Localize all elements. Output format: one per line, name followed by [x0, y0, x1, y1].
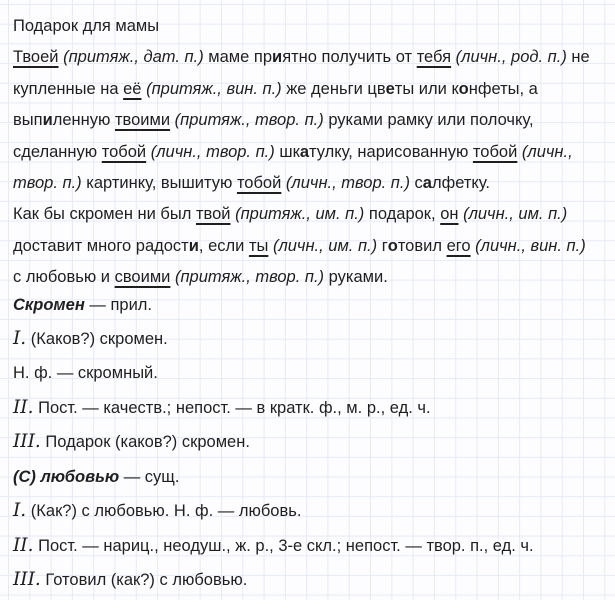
page-title — [13, 11, 611, 42]
text-line — [13, 231, 611, 262]
text-line — [13, 168, 611, 199]
text-segment: доставит много радост — [13, 236, 189, 255]
grammar-note: (притяж., твор. п.) — [170, 268, 325, 287]
underlined-word: тобой — [472, 142, 518, 161]
text-segment: Пост. — нариц., неодуш., ж. р., 3-е скл.; непост. — твор. п., ед. ч. — [33, 536, 534, 555]
text-segment: сделанную — [13, 142, 102, 161]
text-line — [13, 460, 611, 494]
underlined-word: твой — [195, 205, 231, 224]
stressed-letter: а — [299, 142, 309, 161]
text-segment: — прил. — [84, 295, 153, 314]
underlined-word: своими — [114, 268, 171, 287]
text-segment: Подарок для мамы — [13, 17, 160, 35]
text-segment: с любовью и — [13, 268, 115, 287]
text-segment: Н. ф. — скромный. — [13, 364, 158, 383]
text-line — [13, 391, 611, 425]
stressed-letter: и — [188, 236, 199, 255]
text-segment: , если — [198, 236, 249, 255]
text-segment: — сущ. — [119, 467, 180, 486]
grammar-note: (личн., род. п.) — [451, 48, 567, 67]
roman-numeral: I. — [13, 328, 27, 350]
roman-numeral: I. — [13, 500, 27, 522]
underlined-word: Твоей — [13, 48, 59, 67]
grammar-note: (притяж., твор. п.) — [170, 111, 324, 130]
text-line — [13, 137, 611, 168]
text-segment: маме пр — [203, 48, 273, 67]
headword: Скромен — [13, 295, 85, 314]
text-line — [13, 529, 611, 563]
text-segment: Пост. — качеств.; непост. — в кратк. ф., м. р., ед. ч. — [33, 398, 431, 417]
underlined-word: тобой — [101, 142, 147, 161]
roman-numeral: III. — [13, 431, 41, 453]
underlined-word: её — [123, 79, 142, 98]
grammar-note: (личн., твор. п.) — [146, 142, 275, 161]
text-segment: ленную — [52, 111, 115, 130]
text-line — [13, 199, 611, 230]
stressed-letter: и — [42, 111, 53, 130]
text-line — [13, 42, 611, 73]
text-segment: г — [377, 236, 388, 255]
text-segment: нфеты, а — [468, 79, 538, 98]
text-segment: Подарок (каков?) скромен. — [40, 433, 250, 452]
grammar-note: (притяж., дат. п.) — [58, 48, 204, 67]
text-segment: же деньги цв — [281, 79, 386, 98]
text-segment: купленные на — [13, 79, 124, 98]
text-segment: руками рамку или полочку, — [323, 111, 534, 130]
grammar-note: твор. п.) — [13, 174, 82, 193]
underlined-word: твоими — [114, 111, 171, 130]
stressed-letter: о — [458, 79, 469, 98]
roman-numeral: II. — [13, 396, 34, 418]
roman-numeral: II. — [13, 534, 34, 556]
grammar-note: (притяж., им. п.) — [230, 205, 365, 224]
text-segment: лфетку. — [431, 174, 490, 193]
text-line — [13, 563, 611, 597]
stressed-letter: е — [385, 79, 395, 98]
roman-numeral: III. — [13, 568, 41, 590]
stressed-letter: о — [387, 236, 398, 255]
text-segment: Как бы скромен ни был — [13, 205, 196, 224]
stressed-letter: а — [422, 174, 432, 193]
text-segment: тулку, нарисованную — [309, 142, 473, 161]
text-segment: не — [566, 48, 590, 67]
underlined-word: тобой — [236, 174, 282, 193]
text-segment: с — [409, 174, 423, 193]
text-segment: товил — [397, 236, 447, 255]
text-segment: (Каков?) скромен. — [26, 330, 168, 349]
text-segment: Готовил (как?) с любовью. — [40, 570, 248, 589]
text-segment: вып — [13, 111, 43, 130]
text-segment: картинку, вышитую — [81, 174, 237, 193]
exercise-text-block — [13, 11, 611, 294]
text-segment: руками. — [324, 268, 388, 287]
underlined-word: ты — [248, 236, 269, 255]
text-line — [13, 356, 611, 390]
text-segment: подарок, — [364, 205, 441, 224]
text-line — [13, 322, 611, 356]
underlined-word: его — [446, 236, 471, 255]
grammar-note: (личн., им. п.) — [458, 205, 568, 224]
grammar-note: (личн., твор. п.) — [281, 174, 410, 193]
text-line — [13, 74, 611, 105]
morphological-analysis-block — [13, 288, 611, 598]
grammar-note: (личн., им. п.) — [268, 236, 378, 255]
text-line — [13, 105, 611, 136]
grammar-note: (личн., вин. п.) — [470, 236, 586, 255]
headword: (С) любовью — [13, 467, 120, 486]
stressed-letter: и — [272, 48, 283, 67]
grammar-note: (притяж., вин. п.) — [141, 79, 282, 98]
underlined-word: тебя — [416, 48, 452, 67]
underlined-word: он — [440, 205, 459, 224]
text-segment: (Как?) с любовью. Н. ф. — любовь. — [26, 502, 302, 521]
text-segment: ятно получить от — [282, 48, 417, 67]
text-line — [13, 425, 611, 459]
text-segment: шк — [274, 142, 300, 161]
text-line — [13, 494, 611, 528]
text-segment: ты или к — [394, 79, 459, 98]
grammar-note: (личн., — [517, 142, 573, 161]
